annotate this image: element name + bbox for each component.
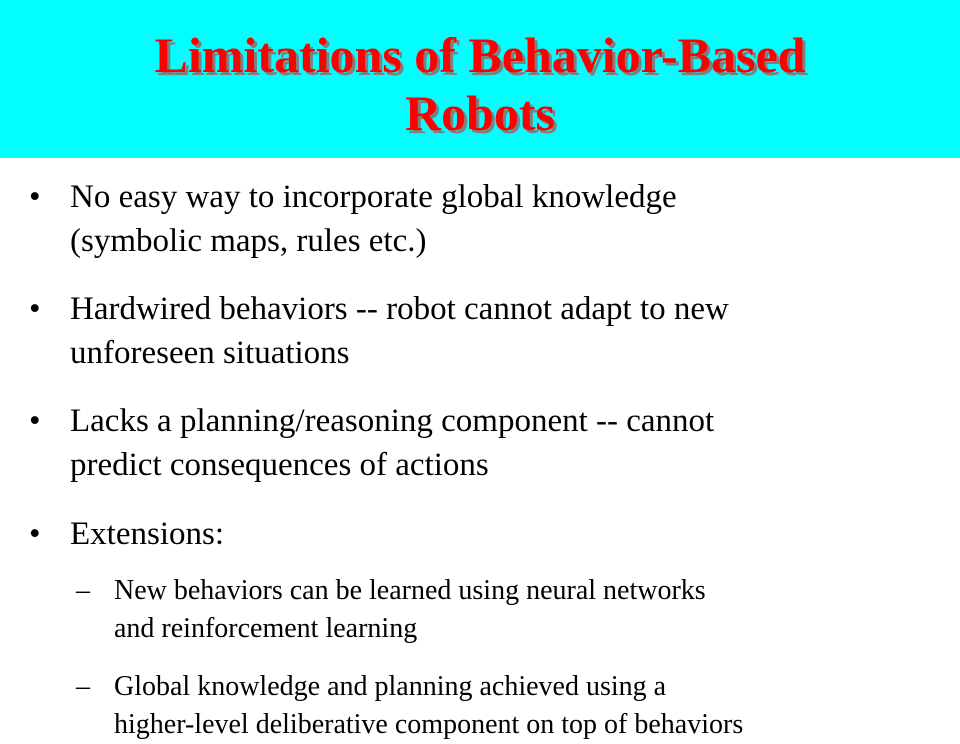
slide-title-line-1: Limitations of Behavior-Based (154, 27, 806, 83)
bullet-marker: • (29, 403, 41, 439)
bullet-text-line-1: Hardwired behaviors -- robot cannot adapt to new (70, 291, 729, 327)
bullet-item (29, 512, 930, 556)
sub-bullet-item (76, 668, 924, 744)
bullet-marker: • (29, 179, 41, 215)
bullet-item (29, 175, 930, 263)
slide-title (60, 26, 900, 142)
bullet-text-line-2: (symbolic maps, rules etc.) (70, 223, 427, 259)
sub-bullet-text-line-2: higher-level deliberative component on top of behaviors (114, 709, 744, 740)
bullet-text-line-2: predict consequences of actions (70, 447, 489, 483)
sub-bullet-item (76, 572, 924, 648)
sub-bullet-marker: – (76, 575, 90, 606)
bullet-item (29, 287, 930, 375)
bullet-text-line-1: Extensions: (70, 516, 224, 552)
slide-title-line-2: Robots (404, 85, 556, 141)
sub-bullet-text-line-1: Global knowledge and planning achieved using a (114, 671, 667, 702)
sub-bullet-marker: – (76, 671, 90, 702)
sub-bullet-text-line-2: and reinforcement learning (114, 613, 418, 644)
bullet-item (29, 399, 930, 487)
bullet-marker: • (29, 291, 41, 327)
bullet-text-line-1: No easy way to incorporate global knowledge (70, 179, 677, 215)
bullet-marker: • (29, 516, 41, 552)
bullet-text-line-1: Lacks a planning/reasoning component -- cannot (70, 403, 715, 439)
bullet-text-line-2: unforeseen situations (70, 335, 350, 371)
sub-bullet-text-line-1: New behaviors can be learned using neural networks (114, 575, 706, 606)
